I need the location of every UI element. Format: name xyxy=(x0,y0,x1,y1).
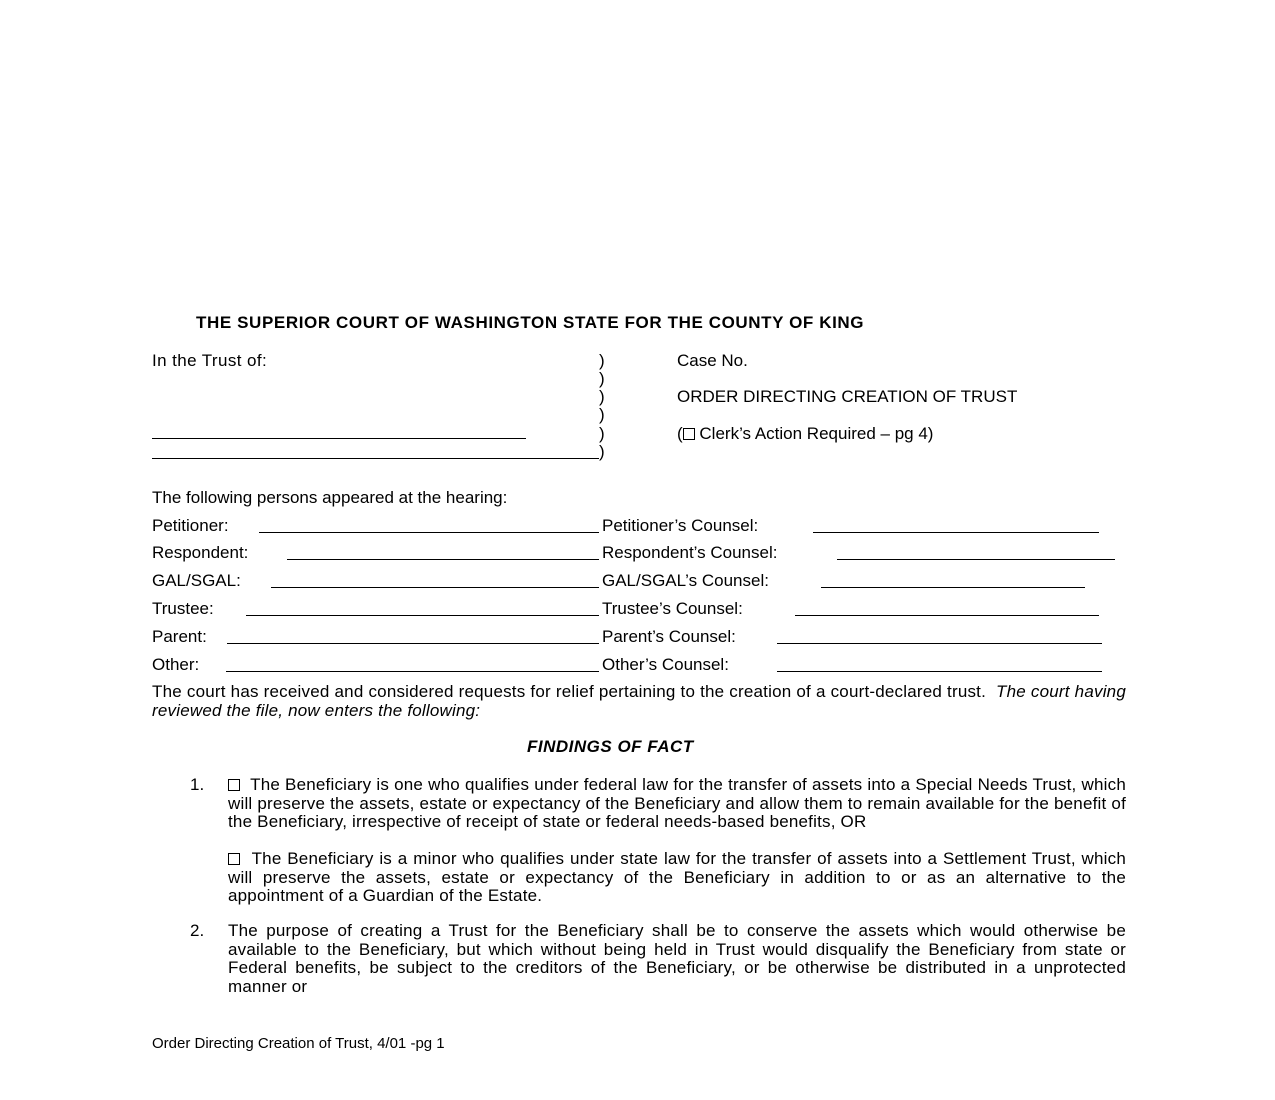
order-title: ORDER DIRECTING CREATION OF TRUST xyxy=(677,387,1018,406)
counsel-label: Respondent’s Counsel: xyxy=(602,543,778,562)
intro-paragraph xyxy=(152,683,1126,720)
counsel-label: Parent’s Counsel: xyxy=(602,627,736,646)
caption-paren: ) xyxy=(599,405,605,424)
page-footer: Order Directing Creation of Trust, 4/01 -pg 1 xyxy=(152,1035,445,1052)
caption-paren: ) xyxy=(599,424,605,443)
party-name-line[interactable] xyxy=(246,615,599,616)
case-no-label: Case No. xyxy=(677,351,748,370)
party-name-line[interactable] xyxy=(259,532,599,533)
counsel-label: Other’s Counsel: xyxy=(602,655,729,674)
clerk-action-open-paren: ( xyxy=(677,424,683,443)
finding-1b-checkbox[interactable] xyxy=(228,853,240,865)
counsel-label: Petitioner’s Counsel: xyxy=(602,516,759,535)
party-label: GAL/SGAL: xyxy=(152,571,241,590)
party-name-line[interactable] xyxy=(226,671,599,672)
in-trust-of-label: In the Trust of: xyxy=(152,351,268,370)
clerk-action-notice xyxy=(677,424,933,444)
clerk-action-text: Clerk’s Action Required – pg 4) xyxy=(699,424,934,443)
counsel-label: GAL/SGAL’s Counsel: xyxy=(602,571,769,590)
caption-paren: ) xyxy=(599,387,605,406)
finding-number: 1. xyxy=(190,775,205,794)
findings-heading: FINDINGS OF FACT xyxy=(527,737,694,756)
caption-paren: ) xyxy=(599,442,605,461)
finding-1b-text: The Beneficiary is a minor who qualifies under state law for the transfer of assets into a Settlement Trust, which will preserve the assets, estate or expectancy of the Beneficiary in addition to or as an alternative to the appointment of a Guardian of the Estate. xyxy=(228,849,1126,905)
counsel-name-line[interactable] xyxy=(777,671,1102,672)
party-label: Trustee: xyxy=(152,599,214,618)
clerk-action-checkbox[interactable] xyxy=(683,428,695,440)
counsel-name-line[interactable] xyxy=(777,643,1102,644)
counsel-name-line[interactable] xyxy=(795,615,1099,616)
party-label: Parent: xyxy=(152,627,207,646)
counsel-name-line[interactable] xyxy=(837,559,1115,560)
counsel-label: Trustee’s Counsel: xyxy=(602,599,743,618)
finding-2-text: The purpose of creating a Trust for the Beneficiary shall be to conserve the assets which would otherwise be available to the Beneficiary, but which without being held in Trust would disqualify the Beneficiary from state or Federal benefits, be subject to the creditors of the Beneficiary, or be otherwise be distributed in a unprotected manner or xyxy=(228,922,1126,996)
finding-1-option-b xyxy=(228,850,1126,906)
intro-plain: The court has received and considered requests for relief pertaining to the creation of a court-declared trust. xyxy=(152,682,987,701)
party-name-line[interactable] xyxy=(287,559,599,560)
caption-paren: ) xyxy=(599,369,605,388)
trust-name-line-1[interactable] xyxy=(152,438,526,439)
party-name-line[interactable] xyxy=(227,643,599,644)
finding-1a-checkbox[interactable] xyxy=(228,779,240,791)
finding-1-option-a xyxy=(228,776,1126,832)
counsel-name-line[interactable] xyxy=(813,532,1099,533)
intro-italic: The court having reviewed the file, now enters the following: xyxy=(152,682,1126,720)
party-name-line[interactable] xyxy=(271,587,599,588)
counsel-name-line[interactable] xyxy=(821,587,1085,588)
finding-1a-text: The Beneficiary is one who qualifies under federal law for the transfer of assets into a Special Needs Trust, which will preserve the assets, estate or expectancy of the Beneficiary and allow them to remain available for the benefit of the Beneficiary, irrespective of receipt of state or federal needs-based benefits, OR xyxy=(228,775,1126,831)
caption-paren: ) xyxy=(599,351,605,370)
court-title: THE SUPERIOR COURT OF WASHINGTON STATE FOR THE COUNTY OF KING xyxy=(196,313,865,332)
finding-number: 2. xyxy=(190,921,205,940)
party-label: Other: xyxy=(152,655,200,674)
party-label: Petitioner: xyxy=(152,516,229,535)
appearances-intro: The following persons appeared at the hearing: xyxy=(152,488,508,507)
party-label: Respondent: xyxy=(152,543,249,562)
trust-name-line-2[interactable] xyxy=(152,458,599,459)
